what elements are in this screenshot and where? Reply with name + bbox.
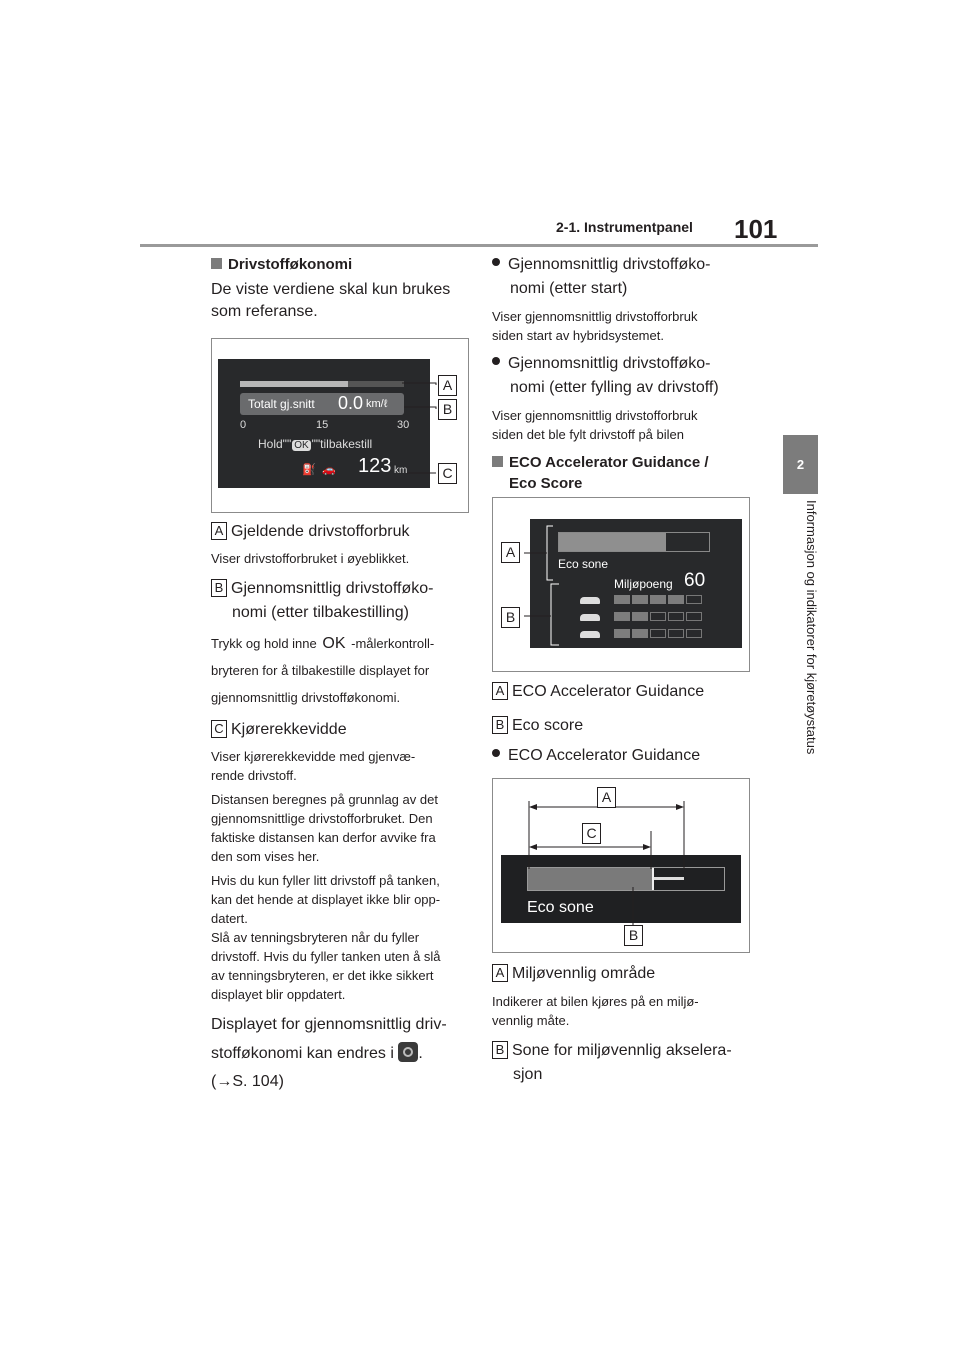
s-title [492, 1040, 754, 1062]
intro-text: De viste verdiene skal kun brukes som referanse. [211, 281, 451, 320]
bullet2-title-text: Gjennomsnittlig drivstofføko- [508, 355, 711, 372]
bullet-icon [492, 357, 500, 365]
c-line5: faktiske distansen kan derfor avvike fra [211, 830, 436, 845]
left-descriptions [211, 521, 473, 1093]
eco-callout-b: B [501, 607, 520, 628]
page-number: 101 [734, 214, 778, 244]
eco-zone-text: Eco sone [558, 557, 609, 571]
eco-label-b-text: Eco score [512, 717, 584, 734]
callout-c: C [438, 463, 457, 484]
item-c-paragraph3 [211, 871, 473, 1004]
square-bullet-icon [492, 456, 503, 467]
range-value: 123 [358, 455, 392, 477]
bullet3 [492, 745, 754, 767]
chapter-tab: 2 [783, 435, 818, 494]
bullet2-text-line2: siden det ble fylt drivstoff på bilen [492, 427, 684, 442]
item-a-title [211, 521, 473, 543]
callout-a: A [438, 375, 457, 396]
label-a: A [211, 522, 227, 540]
item-b-text-line1 [211, 634, 473, 653]
average-label: Totalt gj.snitt [248, 397, 315, 411]
item-b-title-line2: nomi (etter tilbakestilling) [232, 604, 409, 621]
bullet2-text-line1: Viser gjennomsnittlig drivstofforbruk [492, 408, 698, 423]
m-title-text: Miljøvennlig område [512, 965, 656, 982]
label-a: A [492, 682, 508, 700]
c-line4: gjennomsnittlige drivstofforbruket. Den [211, 811, 433, 826]
hold-text: Hold"" [258, 437, 292, 451]
bullet2-text [492, 406, 754, 444]
m-text [492, 992, 754, 1030]
c-line7: Hvis du kun fyller litt drivstoff på tanken, [211, 873, 440, 888]
eco-zone-figure [492, 778, 750, 953]
eco-display-figure [492, 497, 750, 672]
bullet3-text: ECO Accelerator Guidance [508, 747, 701, 764]
c-line8: kan det hende at displayet ikke blir opp- [211, 892, 441, 907]
c-line9: datert. [211, 911, 248, 926]
eco-zone-descriptions [492, 963, 754, 1086]
eco-label-a [492, 681, 754, 703]
bullet1-text-line2: siden start av hybridsystemet. [492, 328, 664, 343]
item-c-paragraph1 [211, 747, 473, 785]
callout-b: B [438, 399, 457, 420]
square-bullet-icon [211, 258, 222, 269]
c-line11: drivstoff. Hvis du fyller tanken uten å slå [211, 949, 441, 964]
footer-line1: Displayet for gjennomsnittlig driv- [211, 1016, 447, 1033]
dimension-lines [493, 779, 749, 952]
settings-gear-icon [398, 1042, 418, 1062]
item-c-title-text: Kjørerekkevidde [231, 721, 347, 738]
label-a: A [492, 964, 508, 982]
label-c: C [211, 720, 227, 738]
fuel-pump-icon: ⛽ [302, 464, 316, 476]
eco-labels [492, 681, 754, 767]
tick-30: 30 [397, 419, 410, 431]
range-unit: km [394, 465, 408, 476]
footer-line2-text: stofføkonomi kan endres i [211, 1045, 394, 1062]
item-b-title-line1: Gjennomsnittlig drivstofføko- [231, 580, 434, 597]
item-c-title [211, 719, 473, 741]
item-a-text: Viser drivstofforbruket i øyeblikket. [211, 551, 410, 566]
eco-label-b [492, 715, 754, 737]
left-column [211, 256, 471, 323]
eco-callout-a: A [501, 542, 520, 563]
heading-eco-line1: ECO Accelerator Guidance / [509, 454, 709, 471]
bullet1-text [492, 307, 754, 345]
zone-callout-a: A [597, 787, 616, 808]
average-unit: km/ℓ [366, 398, 388, 410]
eco-score-label: Miljøpoeng [614, 577, 673, 591]
label-b: B [492, 716, 508, 734]
s-title-line1: Sone for miljøvennlig akselera- [512, 1042, 732, 1059]
bullet2-title-line2: nomi (etter fylling av drivstoff) [510, 379, 719, 396]
item-b-text-line2: bryteren for å tilbakestille displayet for [211, 663, 430, 678]
tick-15: 15 [316, 419, 329, 431]
c-line2: rende drivstoff. [211, 768, 297, 783]
eco-callout-lines [493, 498, 749, 671]
label-b: B [211, 579, 227, 597]
item-b-title [211, 578, 473, 600]
heading-eco-line2: Eco Score [509, 475, 583, 492]
header-rule [140, 244, 818, 247]
c-line10: Slå av tenningsbryteren når du fyller [211, 930, 420, 945]
heading-eco [492, 454, 754, 471]
item-b-text-line3: gjennomsnittlig drivstofføkonomi. [211, 690, 401, 705]
eco-score-value: 60 [684, 570, 706, 591]
fuel-display-figure [211, 338, 469, 513]
label-b: B [492, 1041, 508, 1059]
c-line12: av tenningsbryteren, er det ikke sikkert [211, 968, 434, 983]
c-line3: Distansen beregnes på grunnlag av det [211, 792, 438, 807]
heading-fuel-economy [211, 256, 471, 273]
ok-button-icon: OK [294, 440, 309, 451]
average-value: 0.0 [338, 393, 364, 413]
zone-callout-b: B [624, 925, 643, 946]
s-title-line2: sjon [513, 1066, 543, 1083]
m-title [492, 963, 754, 985]
c-line6: den som vises her. [211, 849, 320, 864]
bullet-icon [492, 749, 500, 757]
eco-label-a-text: ECO Accelerator Guidance [512, 683, 705, 700]
m-text-line1: Indikerer at bilen kjøres på en miljø- [492, 994, 699, 1009]
page-reference: (→S. 104) [211, 1073, 284, 1090]
c-line13: displayet blir oppdatert. [211, 987, 346, 1002]
bullet2-title-line1 [492, 353, 754, 375]
reset-text: ""tilbakestill [311, 437, 373, 451]
item-c-paragraph2 [211, 790, 473, 866]
car-icon: 🚗 [322, 464, 336, 476]
ok-icon: OK [322, 635, 346, 652]
section-title: 2-1. Instrumentpanel [556, 219, 693, 235]
heading-text: Drivstofføkonomi [228, 256, 353, 273]
right-column [492, 254, 754, 492]
footer-line2: stofføkonomi kan endres i . [211, 1042, 473, 1065]
bullet-icon [492, 258, 500, 266]
b-text-part1: Trykk og hold inne [211, 636, 317, 651]
callout-lines [212, 339, 468, 512]
item-a-title-text: Gjeldende drivstofforbruk [231, 523, 410, 540]
bullet1-title-line1 [492, 254, 754, 276]
m-text-line2: vennlig måte. [492, 1013, 570, 1028]
bullet1-title-text: Gjennomsnittlig drivstofføko- [508, 256, 711, 273]
chapter-side-text: Informasjon og indikatorer for kjøretøystatus [804, 500, 819, 755]
zone-callout-c: C [582, 823, 601, 844]
b-text-part2: -målerkontroll- [351, 636, 435, 651]
bullet1-title-line2: nomi (etter start) [510, 280, 628, 297]
bullet1-text-line1: Viser gjennomsnittlig drivstofforbruk [492, 309, 698, 324]
tick-0: 0 [240, 419, 247, 431]
c-line1: Viser kjørerekkevidde med gjenvæ- [211, 749, 416, 764]
eco-zone-label: Eco sone [527, 899, 594, 916]
